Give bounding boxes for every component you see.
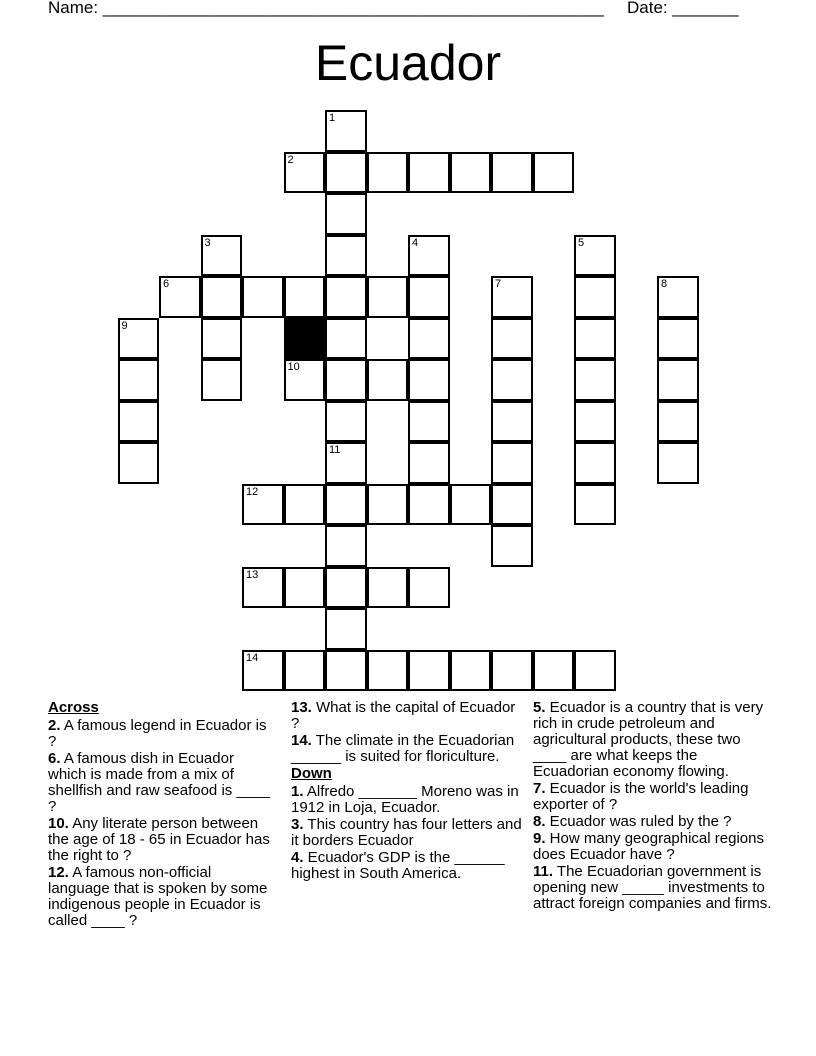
cell-number: 1 <box>329 112 336 124</box>
cell-number: 14 <box>246 651 259 664</box>
grid-cell[interactable] <box>118 359 160 401</box>
grid-cell[interactable] <box>325 650 367 692</box>
clue-item <box>48 865 273 929</box>
grid-cell[interactable] <box>408 318 450 360</box>
clue-number: 1. <box>291 783 304 800</box>
grid-cell[interactable] <box>242 567 284 609</box>
clue-text: Any literate person between the age of 18 - 65 in Ecuador has the right to ? <box>48 815 270 864</box>
cell-number: 4 <box>412 236 419 249</box>
grid-cell[interactable] <box>657 359 699 401</box>
grid-cell[interactable] <box>408 276 450 318</box>
grid-cell[interactable] <box>118 318 160 360</box>
grid-cell[interactable] <box>159 276 201 318</box>
cell-number: 9 <box>121 319 128 332</box>
grid-cell[interactable] <box>574 318 616 360</box>
grid-cell[interactable] <box>491 442 533 484</box>
clue-text: A famous non-official language that is spoken by some indigenous people in Ecuador is called ____ ? <box>48 864 268 929</box>
grid-cell[interactable] <box>325 567 367 609</box>
grid-cell[interactable] <box>491 152 533 194</box>
grid-cell[interactable] <box>367 567 409 609</box>
clue-number: 10. <box>48 815 69 832</box>
grid-cell[interactable] <box>284 567 326 609</box>
grid-cell[interactable] <box>201 359 243 401</box>
date-field[interactable]: Date: _______ <box>627 0 739 17</box>
clue-text: How many geographical regions does Ecuador have ? <box>533 830 764 863</box>
clue-item <box>533 864 773 912</box>
grid-cell[interactable] <box>408 442 450 484</box>
clue-item <box>533 700 773 780</box>
grid-cell[interactable] <box>491 276 533 318</box>
grid-cell[interactable] <box>284 484 326 526</box>
clues-column-1 <box>48 700 273 930</box>
grid-cell[interactable] <box>574 650 616 692</box>
grid-cell[interactable] <box>574 401 616 443</box>
name-field[interactable]: Name: _____________________________________________________ <box>48 0 604 17</box>
clue-text: The climate in the Ecuadorian ______ is suited for floriculture. <box>291 732 515 765</box>
cell-number: 7 <box>495 278 502 290</box>
grid-cell[interactable] <box>325 484 367 526</box>
grid-cell[interactable] <box>408 235 450 277</box>
clue-item <box>291 733 526 765</box>
grid-cell[interactable] <box>408 484 450 526</box>
grid-cell[interactable] <box>533 152 575 194</box>
clue-text: Ecuador's GDP is the ______ highest in South America. <box>291 849 505 882</box>
clues-column-2 <box>291 700 526 883</box>
grid-cell[interactable] <box>325 152 367 194</box>
grid-cell[interactable] <box>201 276 243 318</box>
grid-cell[interactable] <box>325 442 367 484</box>
clue-number: 13. <box>291 699 312 716</box>
grid-cell[interactable] <box>242 650 284 692</box>
cell-number: 5 <box>578 236 585 249</box>
grid-cell[interactable] <box>450 152 492 194</box>
clue-item <box>48 751 273 815</box>
clue-number: 6. <box>48 750 61 767</box>
clue-number: 4. <box>291 849 304 866</box>
clue-number: 3. <box>291 816 304 833</box>
grid-cell[interactable] <box>284 359 326 401</box>
grid-cell[interactable] <box>284 650 326 692</box>
clue-text: The Ecuadorian government is opening new _____ investments to attract foreign companies and firms. <box>533 863 772 912</box>
grid-cell[interactable] <box>201 318 243 360</box>
cell-number: 2 <box>287 153 294 166</box>
clue-item <box>291 784 526 816</box>
cell-number: 6 <box>163 278 170 290</box>
grid-cell[interactable] <box>118 442 160 484</box>
grid-cell[interactable] <box>242 276 284 318</box>
clue-item <box>533 814 773 830</box>
clue-text: Ecuador is a country that is very rich in crude petroleum and agricultural products, these two ____ are what keeps the Ecuadorian economy flowing. <box>533 699 764 780</box>
grid-cell[interactable] <box>574 276 616 318</box>
grid-cell[interactable] <box>201 235 243 277</box>
clue-number: 9. <box>533 830 546 847</box>
clue-text: This country has four letters and it borders Ecuador <box>291 816 522 849</box>
grid-cell[interactable] <box>325 235 367 277</box>
grid-cell[interactable] <box>242 484 284 526</box>
clue-item <box>291 850 526 882</box>
cell-number: 8 <box>661 278 668 290</box>
across-heading: Across <box>48 699 99 716</box>
grid-cell[interactable] <box>450 484 492 526</box>
clue-number: 12. <box>48 864 69 881</box>
grid-cell[interactable] <box>284 276 326 318</box>
cell-number: 13 <box>246 568 259 581</box>
clue-item <box>533 781 773 813</box>
grid-cell[interactable] <box>408 152 450 194</box>
clue-text: What is the capital of Ecuador ? <box>291 699 516 732</box>
clue-number: 2. <box>48 717 61 734</box>
clue-text: Ecuador was ruled by the ? <box>545 813 732 830</box>
grid-cell[interactable] <box>367 359 409 401</box>
clue-number: 7. <box>533 780 546 797</box>
clue-item <box>48 816 273 864</box>
page-title: Ecuador <box>314 35 502 91</box>
clues-column-3 <box>533 700 773 913</box>
grid-cell[interactable] <box>408 650 450 692</box>
down-heading: Down <box>291 765 332 782</box>
clue-number: 11. <box>533 863 554 880</box>
grid-cell[interactable] <box>284 152 326 194</box>
grid-cell[interactable] <box>367 276 409 318</box>
grid-cell[interactable] <box>574 359 616 401</box>
grid-cell[interactable] <box>325 359 367 401</box>
grid-cell[interactable] <box>367 152 409 194</box>
grid-cell[interactable] <box>325 608 367 650</box>
cell-number: 11 <box>329 444 341 456</box>
clue-text: Ecuador is the world's leading exporter of ? <box>533 780 749 813</box>
grid-cell[interactable] <box>325 525 367 567</box>
clue-text: A famous dish in Ecuador which is made from a mix of shellfish and raw seafood is ____ ? <box>48 750 270 815</box>
cell-number: 12 <box>246 485 259 498</box>
grid-cell[interactable] <box>325 193 367 235</box>
grid-cell[interactable] <box>367 484 409 526</box>
grid-cell[interactable] <box>491 359 533 401</box>
grid-cell[interactable] <box>491 484 533 526</box>
grid-cell[interactable] <box>325 318 367 360</box>
grid-cell[interactable] <box>491 650 533 692</box>
grid-cell[interactable] <box>657 442 699 484</box>
cell-number: 3 <box>204 236 211 249</box>
clue-number: 8. <box>533 813 546 830</box>
grid-cell[interactable] <box>657 318 699 360</box>
clue-number: 14. <box>291 732 312 749</box>
grid-cell[interactable] <box>408 359 450 401</box>
grid-cell[interactable] <box>657 276 699 318</box>
grid-cell[interactable] <box>491 525 533 567</box>
grid-cell[interactable] <box>325 276 367 318</box>
grid-cell[interactable] <box>408 401 450 443</box>
black-cell <box>284 318 326 360</box>
grid-cell[interactable] <box>574 484 616 526</box>
clue-number: 5. <box>533 699 546 716</box>
grid-cell[interactable] <box>450 650 492 692</box>
clue-item <box>291 700 526 732</box>
grid-cell[interactable] <box>491 318 533 360</box>
clue-text: Alfredo _______ Moreno was in 1912 in Loja, Ecuador. <box>291 783 519 816</box>
clue-item <box>48 718 273 750</box>
clue-item <box>533 831 773 863</box>
grid-cell[interactable] <box>657 401 699 443</box>
grid-cell[interactable] <box>367 650 409 692</box>
grid-cell[interactable] <box>574 235 616 277</box>
grid-cell[interactable] <box>491 401 533 443</box>
cell-number: 10 <box>287 361 300 373</box>
clue-item <box>291 817 526 849</box>
grid-cell[interactable] <box>325 110 367 152</box>
grid-cell[interactable] <box>118 401 160 443</box>
grid-cell[interactable] <box>408 567 450 609</box>
grid-cell[interactable] <box>325 401 367 443</box>
grid-cell[interactable] <box>533 650 575 692</box>
grid-cell[interactable] <box>574 442 616 484</box>
clue-text: A famous legend in Ecuador is ? <box>48 717 267 750</box>
